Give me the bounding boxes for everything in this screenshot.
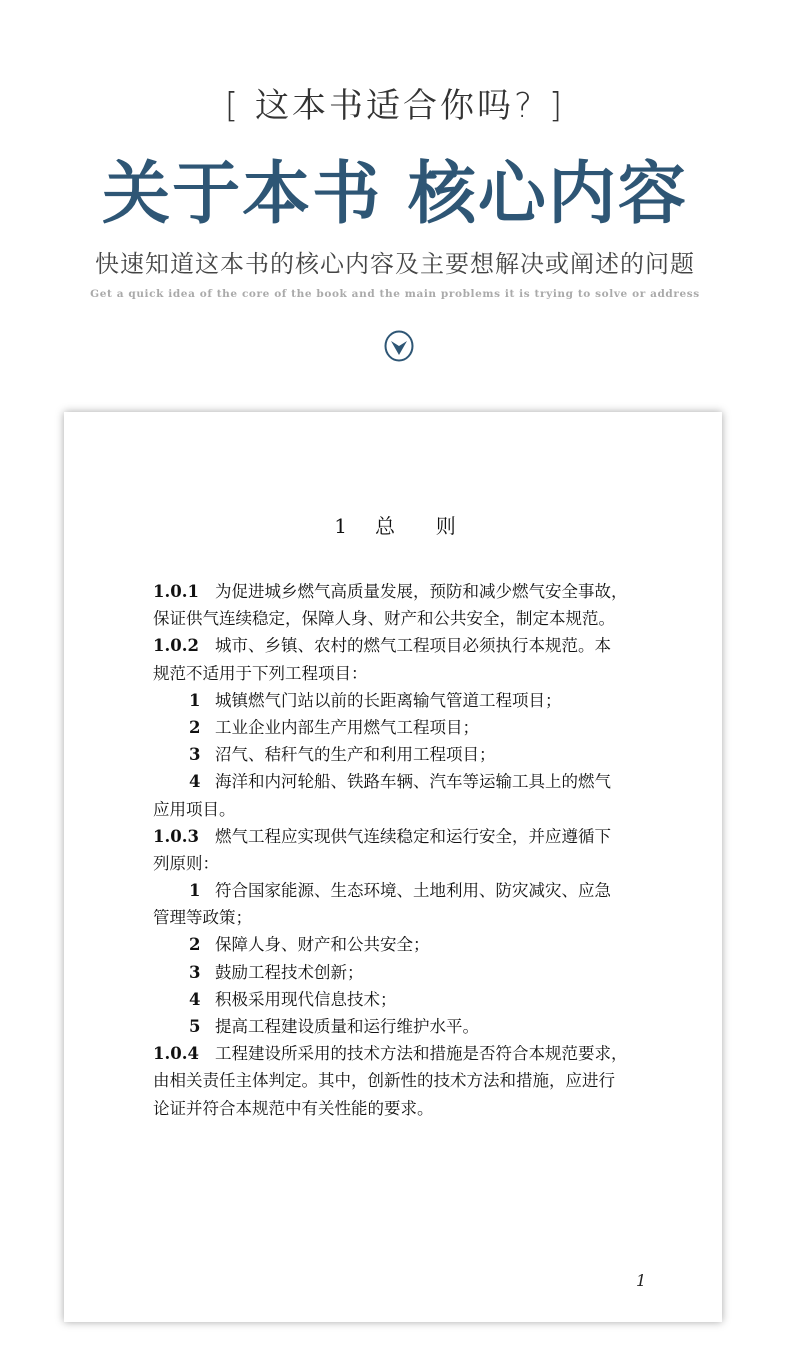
chevron-down-circle-icon	[384, 330, 414, 362]
clause-text: 保证供气连续稳定，保障人身、财产和公共安全，制定本规范。	[153, 609, 615, 629]
text-line	[153, 1067, 673, 1094]
chapter-number: 1	[334, 514, 347, 538]
clause-number: 1.0.2	[153, 636, 199, 656]
clause-number: 1.0.1	[153, 582, 199, 601]
clause-number: 1.0.3	[153, 826, 199, 846]
clause-text: 保障人身、财产和公共安全；	[215, 935, 430, 955]
text-line	[153, 1040, 673, 1067]
text-line	[153, 986, 673, 1013]
text-line	[153, 823, 673, 850]
text-line	[153, 714, 673, 741]
clause-text: 为促进城乡燃气高质量发展，预防和减少燃气安全事故，	[215, 582, 628, 601]
text-line	[153, 796, 673, 823]
clause-text: 列原则：	[153, 853, 219, 873]
clause-text: 管理等政策；	[153, 908, 252, 928]
text-line	[153, 605, 673, 632]
clause-text: 沼气、秸秆气的生产和利用工程项目；	[215, 745, 496, 765]
clause-number: 3	[189, 962, 201, 982]
clause-text: 提高工程建设质量和运行维护水平。	[215, 1017, 479, 1036]
text-line	[153, 850, 673, 877]
page-body	[153, 578, 673, 1122]
clause-number: 1	[189, 881, 201, 901]
clause-number: 4	[189, 989, 201, 1009]
text-line	[153, 877, 673, 904]
text-line	[153, 632, 673, 659]
text-line	[153, 687, 673, 714]
text-line	[153, 959, 673, 986]
text-line	[153, 741, 673, 768]
text-line	[153, 904, 673, 931]
clause-text: 鼓励工程技术创新；	[215, 962, 364, 982]
text-line	[153, 578, 673, 605]
page-number: 1	[636, 1271, 647, 1290]
clause-text: 符合国家能源、生态环境、土地利用、防灾减灾、应急	[215, 881, 611, 901]
clause-text: 城市、乡镇、农村的燃气工程项目必须执行本规范。本	[215, 636, 611, 656]
text-line	[153, 1013, 673, 1040]
clause-number: 2	[189, 935, 201, 955]
text-line	[153, 768, 673, 795]
chapter-heading	[0, 510, 790, 539]
page-subtitle: 快速知道这本书的核心内容及主要想解决或阐述的问题	[95, 250, 695, 278]
text-line	[153, 1095, 673, 1122]
clause-text: 由相关责任主体判定。其中，创新性的技术方法和措施，应进行	[153, 1071, 615, 1091]
text-line	[153, 931, 673, 958]
page-title: 关于本书 核心内容	[102, 154, 688, 234]
clause-number: 5	[189, 1017, 201, 1036]
header-question: [ 这本书适合你吗? ]	[224, 86, 566, 126]
clause-number: 2	[189, 717, 201, 737]
text-line	[153, 660, 673, 687]
clause-text: 燃气工程应实现供气连续稳定和运行安全，并应遵循下	[215, 826, 611, 846]
clause-text: 工业企业内部生产用燃气工程项目；	[215, 717, 479, 737]
chapter-title-b: 则	[435, 514, 456, 538]
clause-number: 1.0.4	[153, 1044, 199, 1064]
clause-text: 城镇燃气门站以前的长距离输气管道工程项目；	[215, 690, 562, 710]
clause-text: 规范不适用于下列工程项目：	[153, 663, 368, 683]
page-subtitle-english: Get a quick idea of the core of the book and the main problems it is trying to solve or address	[90, 288, 700, 300]
clause-text: 工程建设所采用的技术方法和措施是否符合本规范要求，	[215, 1044, 628, 1064]
clause-text: 积极采用现代信息技术；	[215, 989, 397, 1009]
chapter-title-a: 总	[375, 514, 395, 538]
clause-text: 海洋和内河轮船、铁路车辆、汽车等运输工具上的燃气	[215, 772, 611, 792]
clause-text: 论证并符合本规范中有关性能的要求。	[153, 1098, 434, 1118]
clause-number: 4	[189, 772, 201, 792]
clause-number: 1	[189, 690, 201, 710]
clause-number: 3	[189, 745, 201, 765]
clause-text: 应用项目。	[153, 799, 236, 819]
